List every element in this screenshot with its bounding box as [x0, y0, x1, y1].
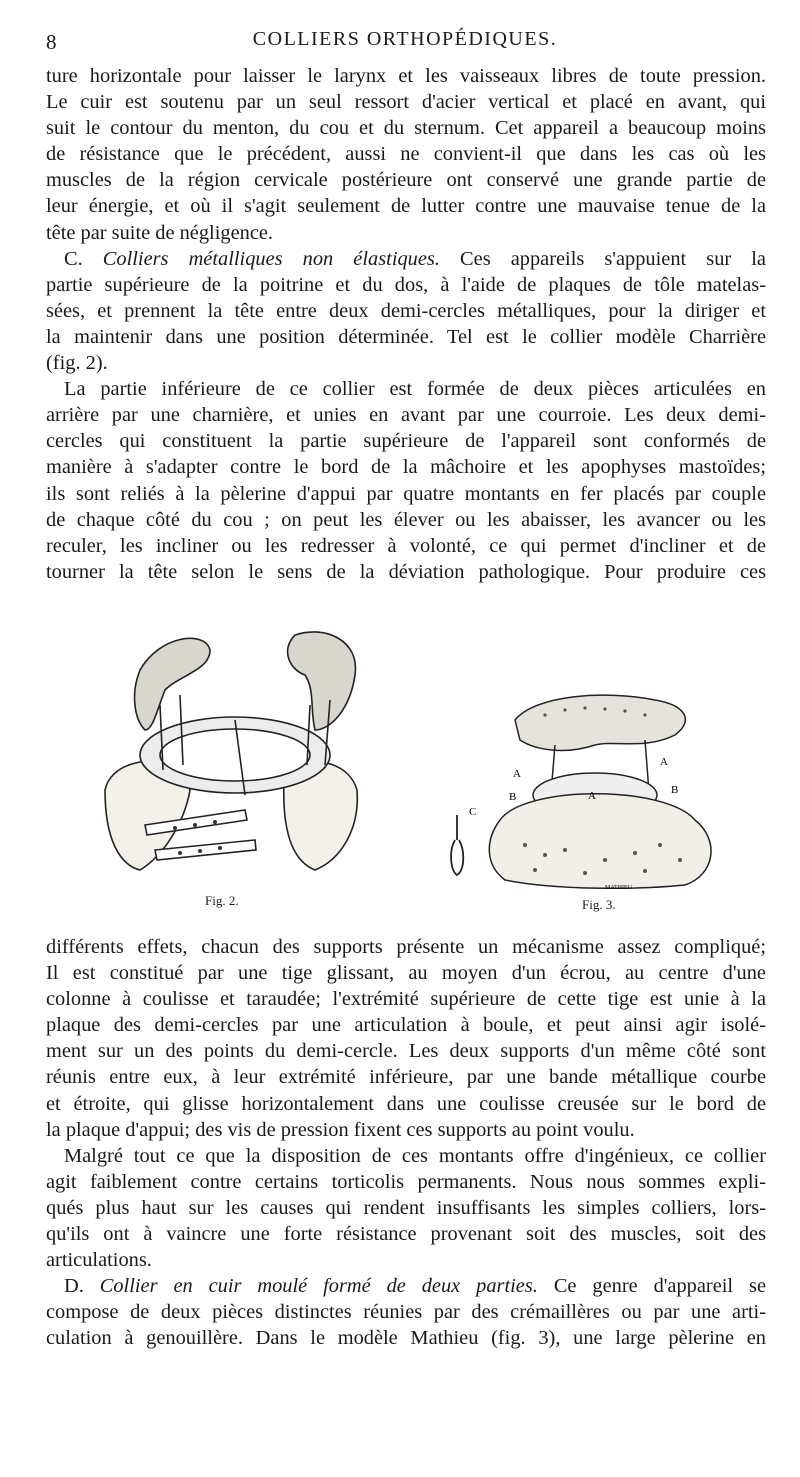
collar-charriere-drawing [85, 615, 385, 885]
section-d-label: D. [64, 1275, 84, 1298]
text-line: qués plus haut sur les causes qui rendent insuffisants les simples colliers, lors- [46, 1196, 766, 1219]
text-line: reculer, les incliner ou les redresser à volonté, ce qui permet d'incliner et de [46, 534, 766, 557]
fig3-label-b1: B [509, 791, 517, 803]
page-number: 8 [46, 30, 57, 54]
text-line: ils sont reliés à la pèlerine d'appui par quatre montants en fer placés par couple [46, 482, 766, 505]
text-line: agit faiblement contre certains torticolis permanents. Nous nous sommes expli- [46, 1170, 766, 1193]
running-title: COLLIERS ORTHOPÉDIQUES. [252, 28, 558, 50]
text-line: qu'ils ont à vaincre une forte résistance provenant soit des muscles, soit des [46, 1223, 766, 1246]
text-line: colonne à coulisse et taraudée; l'extrémité supérieure de cette tige est unie à la [46, 988, 766, 1011]
text-line: muscles de la région cervicale postérieure ont conservé une grande partie de [46, 169, 766, 192]
figure-2-illustration [85, 615, 385, 908]
collar-mathieu-drawing [445, 675, 765, 895]
text-line: et étroite, qui glisse horizontalement dans une coulisse creusée sur le bord de [46, 1092, 766, 1115]
text-line: culation à genouillère. Dans le modèle Mathieu (fig. 3), une large pèlerine en [46, 1327, 766, 1350]
text-line: différents effets, chacun des supports présente un mécanisme assez compliqué; [46, 936, 766, 958]
figure-3-caption: Fig. 3. [582, 897, 616, 912]
text-line: tourner la tête selon le sens de la déviation pathologique. Pour produire ces [46, 560, 766, 583]
fig3-label-a1: A [513, 768, 521, 780]
fig3-label-b2: B [671, 784, 679, 796]
text-line: de chaque côté du cou ; on peut les élever ou les abaisser, les avancer ou les [46, 508, 766, 531]
text-line: ture horizontale pour laisser le larynx et les vaisseaux libres de toute pression. [46, 65, 766, 87]
text-line: Il est constitué par une tige glissant, au moyen d'un écrou, au centre d'une [46, 962, 766, 985]
figures-area [60, 605, 760, 915]
page-header [46, 28, 764, 58]
text-line: (fig. 2). [46, 352, 108, 375]
section-c-heading-line [46, 246, 766, 272]
text-line: tête par suite de négligence. [46, 221, 274, 244]
figure-3-illustration [445, 675, 765, 912]
text-line: Malgré tout ce que la disposition de ces montants offre d'ingénieux, ce collier [64, 1144, 766, 1167]
fig3-label-a2: A [588, 790, 596, 802]
fig3-label-c: C [469, 806, 477, 818]
text-line: plaque des demi-cercles par une articulation à boule, et peut ainsi agir isolé- [46, 1014, 766, 1037]
text-line: leur énergie, et où il s'agit seulement de lutter contre une mauvaise tenue de la [46, 195, 766, 218]
text-block-bottom [46, 934, 766, 1352]
text-line: suit le contour du menton, du cou et du sternum. Cet appareil a beaucoup moins [46, 117, 766, 140]
section-d-title: Collier en cuir moulé formé de deux parties. [99, 1275, 538, 1298]
text-line: sées, et prennent la tête entre deux demi-cercles métalliques, pour la diriger et [46, 299, 766, 322]
text-line: réunis entre eux, à leur extrémité inférieure, par une bande métallique courbe [46, 1066, 766, 1089]
text-line: Le cuir est soutenu par un seul ressort d'acier vertical et placé en avant, qui [46, 91, 766, 114]
text-line: ment sur un des points du demi-cercle. Les deux supports d'un même côté sont [46, 1040, 766, 1063]
fig3-label-a3: A [660, 756, 668, 768]
text-line: partie supérieure de la poitrine et du dos, à l'aide de plaques de tôle matelas- [46, 273, 766, 296]
section-c-label: C. [64, 247, 83, 270]
text-line: la maintenir dans une position déterminée. Tel est le collier modèle Charrière [46, 325, 766, 348]
section-d-first: Ce genre d'appareil se [553, 1275, 766, 1298]
section-c-title: Colliers métalliques non élastiques. [102, 247, 440, 270]
text-line: arrière par une charnière, et unies en avant par une courroie. Les deux demi- [46, 404, 766, 427]
text-line: de résistance que le précédent, aussi ne convient-il que dans les cas où les [46, 143, 766, 166]
figure-2-caption: Fig. 2. [205, 893, 239, 908]
text-line: la plaque d'appui; des vis de pression fixent ces supports au point voulu. [46, 1118, 635, 1141]
engraver-mark: MATHIEU [605, 885, 632, 891]
text-line: La partie inférieure de ce collier est formée de deux pièces articulées en [64, 378, 766, 401]
text-line: compose de deux pièces distinctes réunies par des crémaillères ou par une arti- [46, 1301, 766, 1324]
section-c-first: Ces appareils s'appuient sur la [460, 247, 766, 270]
text-line: articulations. [46, 1249, 152, 1272]
text-line: cercles qui constituent la partie supérieure de l'appareil sont conformés de [46, 430, 766, 453]
text-block-top [46, 63, 766, 585]
text-line: manière à s'adapter contre le bord de la mâchoire et les apophyses mastoïdes; [46, 456, 766, 479]
section-d-heading-line [46, 1273, 766, 1299]
